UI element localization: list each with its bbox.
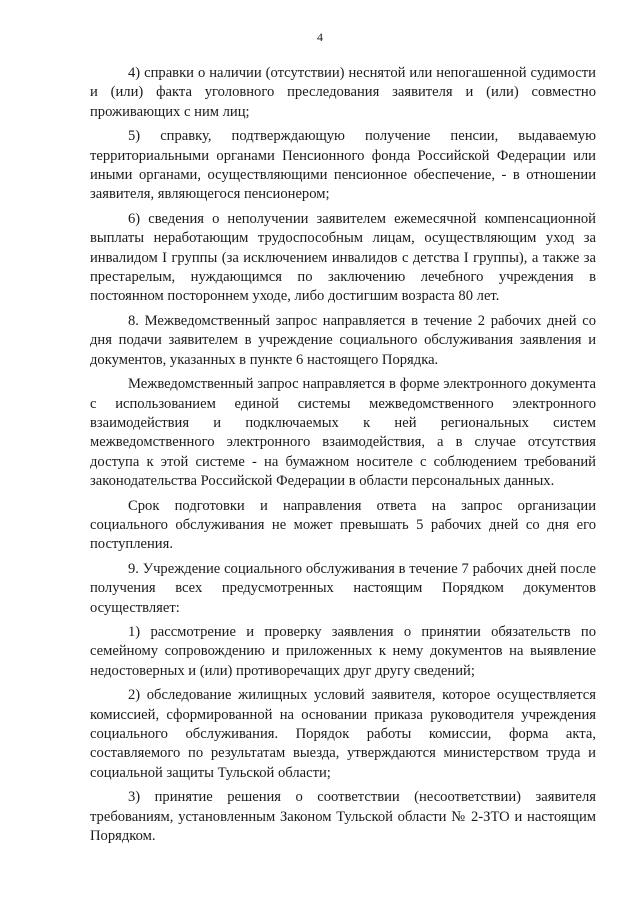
- page-number: 4: [317, 30, 323, 44]
- paragraph-sub-3-decision: 3) принятие решения о соответствии (несоответствии) заявителя требованиям, установленным Законом Тульской области № 2-ЗТО и настоящим Порядком.: [90, 789, 596, 845]
- paragraph-item-4-criminal-record: 4) справки о наличии (отсутствии) неснятой или непогашенной судимости и (или) факта уголовного преследования заявителя и (или) совместно проживающих с ним лиц;: [90, 65, 596, 120]
- paragraph-sub-2-inspection: 2) обследование жилищных условий заявителя, которое осуществляется комиссией, сформированной на основании приказа руководителя учреждения социального обслуживания. Порядок работы комиссии, форма акта, составляемого по результатам выезда, утверждаются министерством труда и социальной защиты Тульской области;: [90, 687, 596, 781]
- paragraph-sub-1-review: 1) рассмотрение и проверку заявления о принятии обязательств по семейному сопровождению и приложенных к нему документов на выявление недостоверных и (или) противоречащих друг другу сведений;: [90, 623, 596, 679]
- paragraph-clause-9: 9. Учреждение социального обслуживания в течение 7 рабочих дней после получения всех предусмотренных настоящим Порядком документов осуществляет:: [90, 560, 596, 616]
- paragraph-response-deadline: Срок подготовки и направления ответа на запрос организации социального обслуживания не может превышать 5 рабочих дней со дня его поступления.: [90, 497, 596, 553]
- paragraph-item-6-compensation: 6) сведения о неполучении заявителем ежемесячной компенсационной выплаты неработающим трудоспособным лицам, осуществляющим уход за инвалидом I группы (за исключением инвалидов с детства I группы), а также за престарелым, нуждающимся по заключению лечебного учреждения в постоянном постороннем уходе, либо достигшим возраста 80 лет.: [90, 210, 596, 305]
- paragraph-clause-8: 8. Межведомственный запрос направляется в течение 2 рабочих дней со дня подачи заявителем в учреждение социального обслуживания заявления и документов, указанных в пункте 6 настоящего Порядка.: [90, 312, 596, 368]
- paragraph-item-5-pension: 5) справку, подтверждающую получение пенсии, выдаваемую территориальными органами Пенсионного фонда Российской Федерации или иными органами, осуществляющими пенсионное обеспечение, - в отношении заявителя, являющегося пенсионером;: [90, 128, 596, 203]
- document-body: [90, 64, 596, 851]
- paragraph-electronic-request: Межведомственный запрос направляется в форме электронного документа с использованием единой системы межведомственного электронного взаимодействия и подключаемых к ней региональных систем межведомственного электронного взаимодействия, а в случае отсутствия доступа к этой системе - на бумажном носителе с соблюдением требований законодательства Российской Федерации в области персональных данных.: [90, 376, 596, 490]
